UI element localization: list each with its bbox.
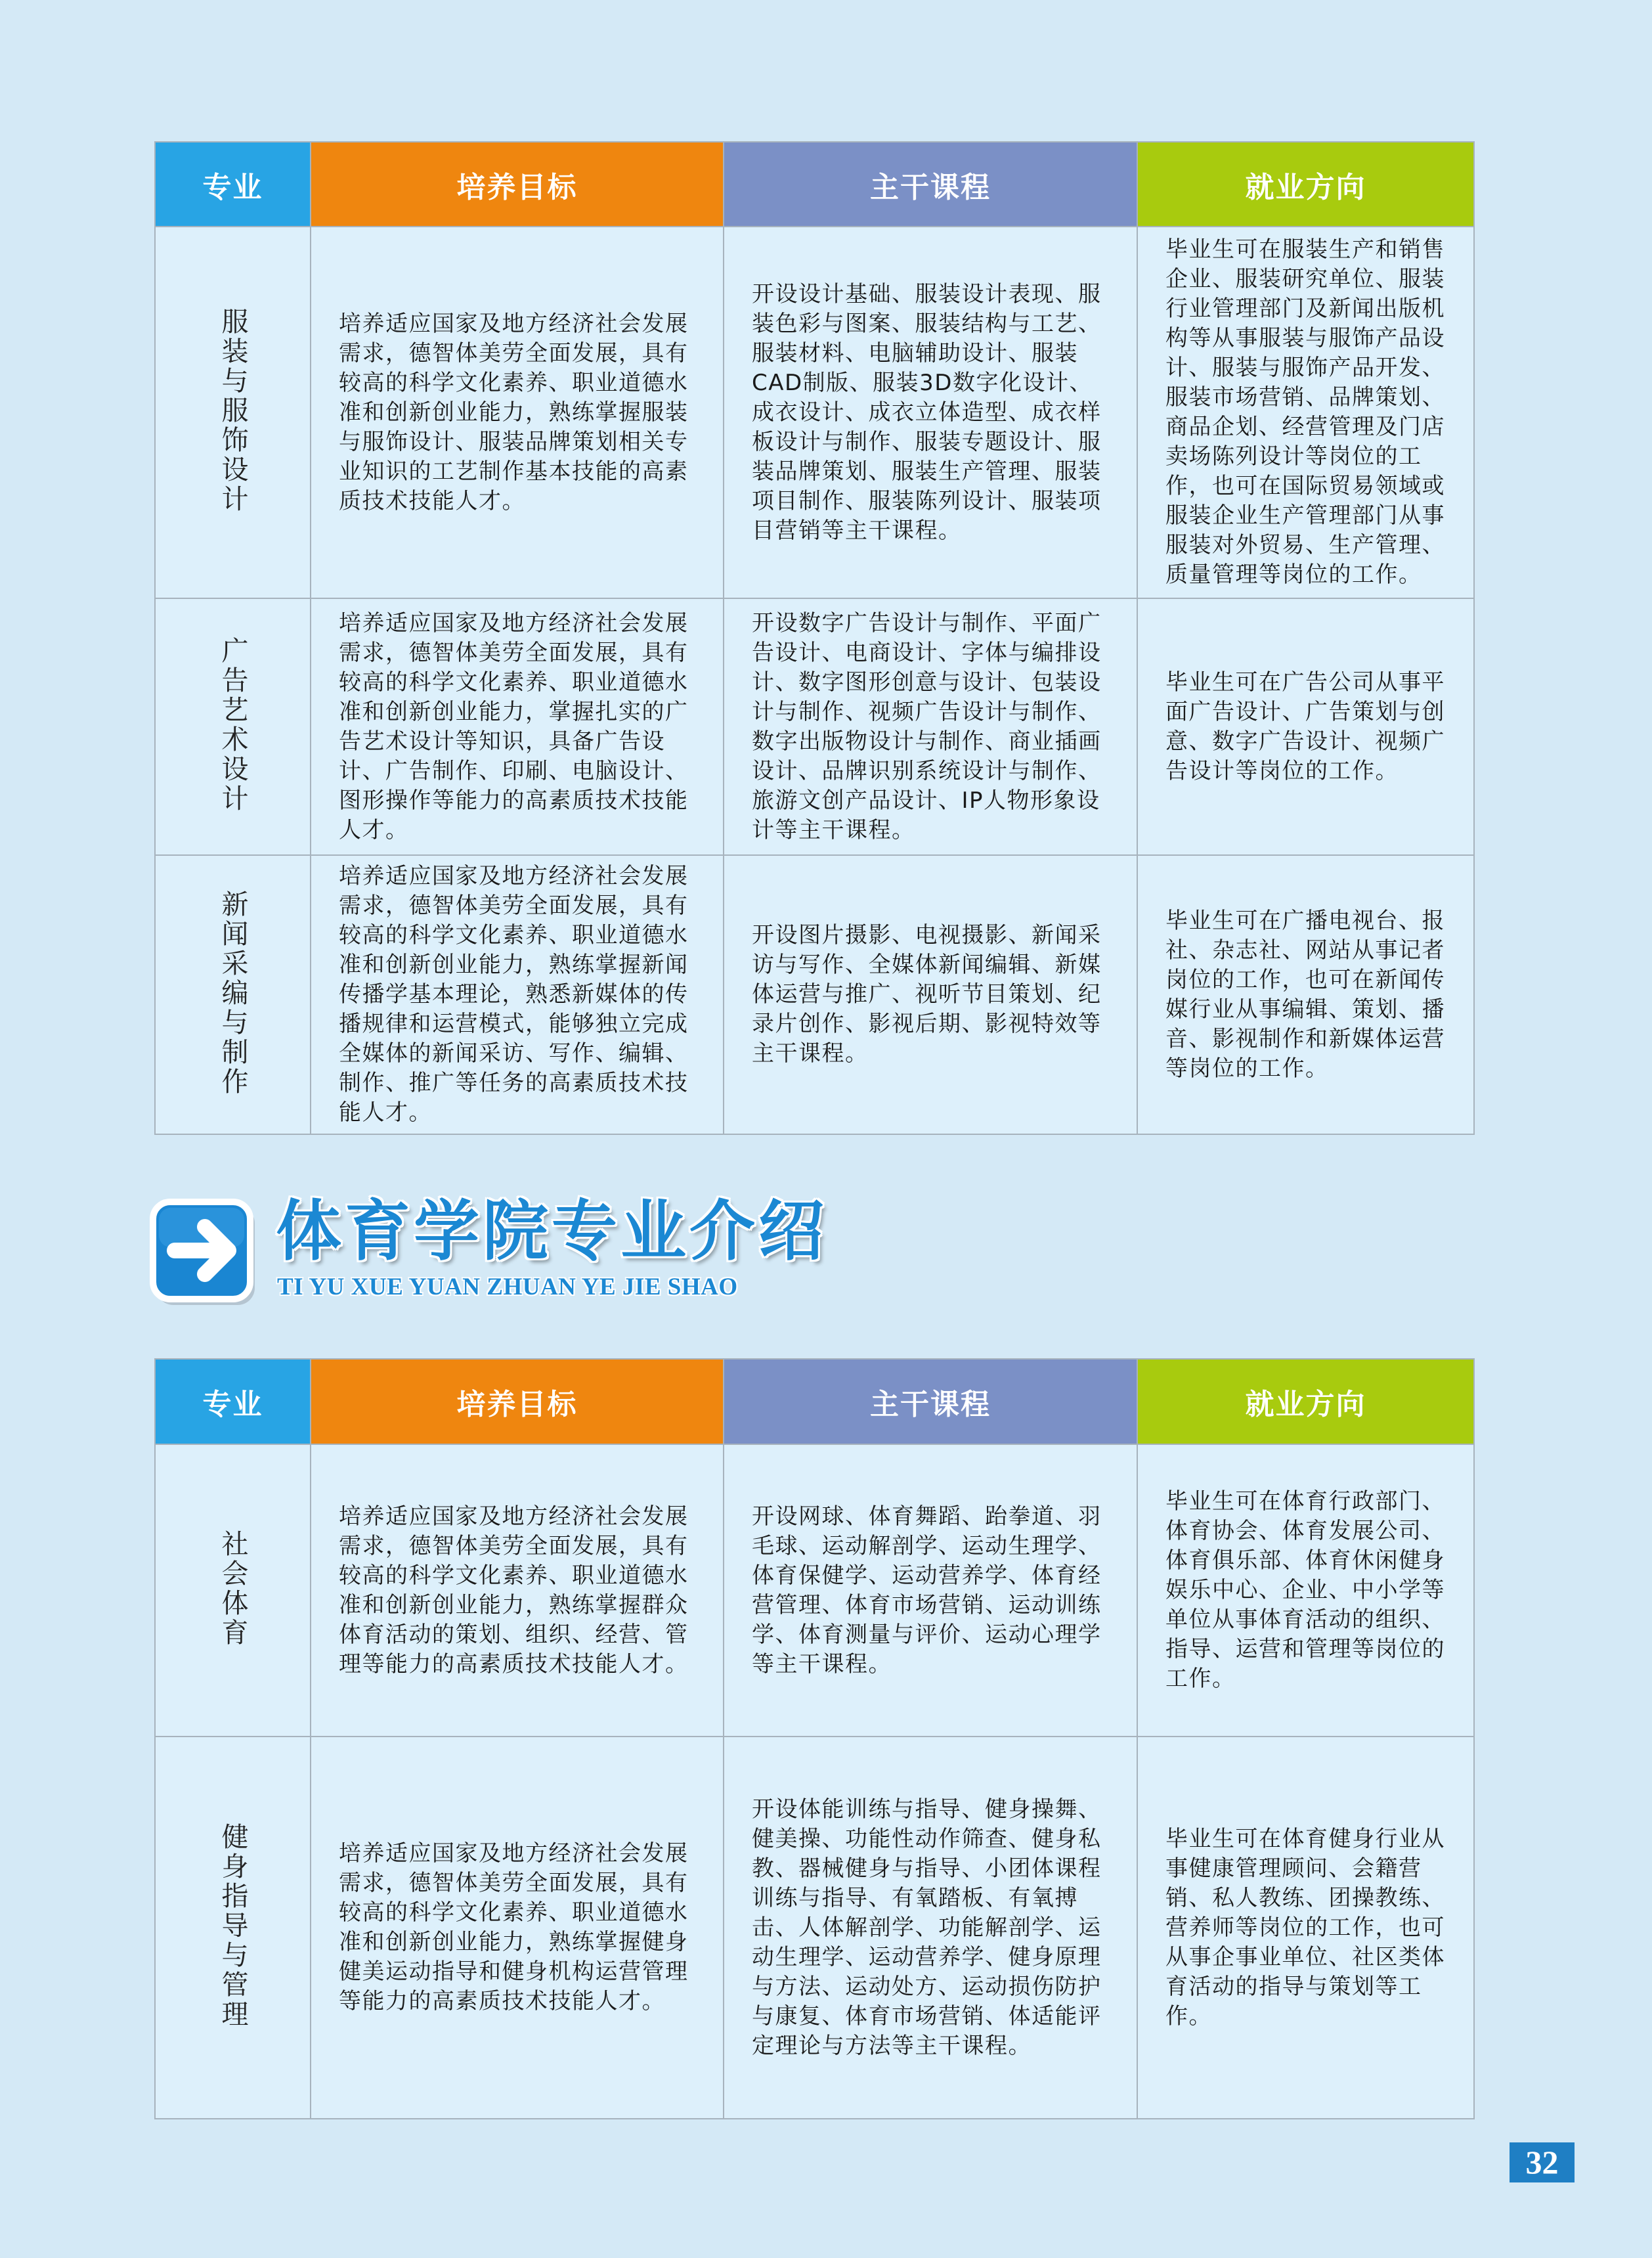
table-row	[155, 227, 1474, 598]
text-line: 质量管理等岗位的工作。	[1165, 562, 1422, 588]
text-line: 与康复、体育市场营销、体适能评	[752, 2003, 1102, 2029]
text-line: 育活动的指导与策划等工	[1165, 1973, 1422, 2000]
goal-text	[339, 862, 718, 1128]
text-line: 击、人体解剖学、功能解剖学、运	[752, 1914, 1102, 1941]
goal-cell	[311, 855, 724, 1134]
careers-text	[1165, 235, 1468, 590]
text-line: 毕业生可在广播电视台、报	[1165, 907, 1445, 934]
text-line: 体育活动的策划、组织、经营、管	[339, 1621, 689, 1648]
text-line: 较高的科学文化素养、职业道德水	[339, 669, 689, 696]
text-line: 准和创新创业能力，熟练掌握健身	[339, 1929, 689, 1955]
text-line: CAD制版、服装3D数字化设计、	[752, 369, 1093, 396]
text-line: 娱乐中心、企业、中小学等	[1165, 1577, 1445, 1603]
text-line: 设计、品牌识别系统设计与制作、	[752, 757, 1102, 784]
text-line: 能人才。	[339, 1099, 432, 1126]
goal-cell	[311, 598, 724, 855]
text-line: 计、广告制作、印刷、电脑设计、	[339, 757, 689, 784]
text-line: 制作、推广等任务的高素质技术技	[339, 1070, 689, 1096]
text-line: 等岗位的工作。	[1165, 1055, 1329, 1082]
text-line: 社、杂志社、网站从事记者	[1165, 937, 1445, 963]
courses-text	[752, 921, 1131, 1069]
text-line: 动生理学、运动营养学、健身原理	[752, 1943, 1102, 1970]
careers-text	[1165, 1487, 1468, 1694]
text-line: 与方法、运动处方、运动损伤防护	[752, 1973, 1102, 2000]
major-name: 健身指导与管理	[217, 1823, 249, 2029]
text-line: 传播学基本理论，熟悉新媒体的传	[339, 981, 689, 1007]
text-line: 计等主干课程。	[752, 816, 915, 843]
text-line: 体育协会、体育发展公司、	[1165, 1518, 1445, 1544]
text-line: 项目制作、服装陈列设计、服装项	[752, 487, 1102, 514]
text-line: 事健康管理顾问、会籍营	[1165, 1855, 1422, 1882]
careers-text	[1165, 906, 1468, 1084]
text-line: 准和创新创业能力，熟练掌握群众	[339, 1591, 689, 1618]
courses-cell	[724, 855, 1137, 1134]
goal-cell	[311, 1444, 724, 1737]
text-line: 开设图片摄影、电视摄影、新闻采	[752, 922, 1102, 948]
header-courses: 主干课程	[724, 1359, 1137, 1444]
careers-cell	[1137, 227, 1474, 598]
text-line: 数字出版物设计与制作、商业插画	[752, 728, 1102, 755]
text-line: 体运营与推广、视听节目策划、纪	[752, 981, 1102, 1007]
text-line: 装色彩与图案、服装结构与工艺、	[752, 310, 1102, 337]
text-line: 体育俱乐部、体育休闲健身	[1165, 1547, 1445, 1574]
text-line: 服装企业生产管理部门从事	[1165, 502, 1445, 529]
text-line: 毕业生可在服装生产和销售	[1165, 236, 1445, 263]
text-line: 告艺术设计等知识，具备广告设	[339, 728, 665, 755]
text-line: 需求，德智体美劳全面发展，具有	[339, 893, 689, 919]
text-line: 较高的科学文化素养、职业道德水	[339, 369, 689, 396]
text-line: 训练与指导、有氧踏板、有氧搏	[752, 1884, 1078, 1911]
table-row	[155, 1444, 1474, 1737]
careers-text	[1165, 668, 1468, 786]
text-line: 需求，德智体美劳全面发展，具有	[339, 340, 689, 366]
goal-text	[339, 1839, 718, 2016]
text-line: 目营销等主干课程。	[752, 517, 962, 544]
text-line: 构等从事服装与服饰产品设	[1165, 325, 1445, 351]
careers-cell	[1137, 1444, 1474, 1737]
text-line: 销、私人教练、团操教练、	[1165, 1884, 1445, 1911]
text-line: 图形操作等能力的高素质技术技能	[339, 787, 689, 814]
text-line: 学、体育测量与评价、运动心理学	[752, 1621, 1102, 1648]
table-row	[155, 1737, 1474, 2119]
text-line: 开设设计基础、服装设计表现、服	[752, 280, 1102, 307]
table-header-row	[155, 142, 1474, 227]
text-line: 培养适应国家及地方经济社会发展	[339, 1503, 689, 1530]
text-line: 从事企事业单位、社区类体	[1165, 1943, 1445, 1970]
text-line: 准和创新创业能力，熟练掌握服装	[339, 399, 689, 426]
text-line: 营养师等岗位的工作，也可	[1165, 1914, 1445, 1941]
text-line: 意、数字广告设计、视频广	[1165, 728, 1445, 755]
page-number: 32	[1510, 2142, 1575, 2182]
careers-cell	[1137, 855, 1474, 1134]
text-line: 面广告设计、广告策划与创	[1165, 698, 1445, 725]
text-line: 健美操、功能性动作筛查、健身私	[752, 1825, 1102, 1852]
text-line: 录片创作、影视后期、影视特效等	[752, 1011, 1102, 1037]
text-line: 定理论与方法等主干课程。	[752, 2032, 1032, 2059]
major-name: 服装与服饰设计	[217, 307, 249, 514]
courses-cell	[724, 1444, 1137, 1737]
text-line: 播规律和运营模式，能够独立完成	[339, 1011, 689, 1037]
goal-text	[339, 609, 718, 845]
text-line: 计、服装与服饰产品开发、	[1165, 355, 1445, 381]
major-cell	[155, 855, 311, 1134]
text-line: 等主干课程。	[752, 1650, 892, 1677]
text-line: 主干课程。	[752, 1040, 869, 1067]
careers-text	[1165, 1825, 1468, 2031]
text-line: 教、器械健身与指导、小团体课程	[752, 1855, 1102, 1882]
text-line: 告设计、电商设计、字体与编排设	[752, 639, 1102, 666]
text-line: 告设计等岗位的工作。	[1165, 757, 1399, 784]
header-major: 专业	[155, 1359, 311, 1444]
text-line: 等能力的高素质技术技能人才。	[339, 1988, 665, 2014]
text-line: 行业管理部门及新闻出版机	[1165, 296, 1445, 322]
header-goal: 培养目标	[311, 142, 724, 227]
text-line: 全媒体的新闻采访、写作、编辑、	[339, 1040, 689, 1067]
major-name: 广告艺术设计	[217, 636, 249, 814]
text-line: 服装材料、电脑辅助设计、服装	[752, 340, 1078, 366]
header-goal: 培养目标	[311, 1359, 724, 1444]
section-title: 体育学院专业介绍	[276, 1192, 827, 1270]
major-cell	[155, 598, 311, 855]
text-line: 开设网球、体育舞蹈、跆拳道、羽	[752, 1503, 1102, 1530]
text-line: 准和创新创业能力，掌握扎实的广	[339, 698, 689, 725]
text-line: 较高的科学文化素养、职业道德水	[339, 922, 689, 948]
majors-table-art	[154, 141, 1475, 1135]
major-cell	[155, 1444, 311, 1737]
text-line: 健美运动指导和健身机构运营管理	[339, 1959, 689, 1985]
text-line: 准和创新创业能力，熟练掌握新闻	[339, 952, 689, 978]
major-cell	[155, 1737, 311, 2119]
text-line: 理等能力的高素质技术技能人才。	[339, 1650, 689, 1677]
text-line: 工作。	[1165, 1666, 1236, 1692]
arrow-right-icon	[148, 1197, 259, 1308]
header-careers: 就业方向	[1137, 1359, 1474, 1444]
text-line: 装品牌策划、服装生产管理、服装	[752, 458, 1102, 485]
table-header-row	[155, 1359, 1474, 1444]
goal-text	[339, 309, 718, 516]
text-line: 企业、服装研究单位、服装	[1165, 266, 1445, 292]
text-line: 音、影视制作和新媒体运营	[1165, 1025, 1445, 1052]
header-major: 专业	[155, 142, 311, 227]
text-line: 岗位的工作，也可在新闻传	[1165, 966, 1445, 993]
text-line: 商品企划、经营管理及门店	[1165, 414, 1445, 440]
careers-cell	[1137, 598, 1474, 855]
text-line: 培养适应国家及地方经济社会发展	[339, 609, 689, 636]
goal-text	[339, 1502, 718, 1679]
courses-text	[752, 280, 1131, 546]
courses-cell	[724, 1737, 1137, 2119]
text-line: 作，也可在国际贸易领域或	[1165, 473, 1445, 499]
text-line: 计与制作、视频广告设计与制作、	[752, 698, 1102, 725]
text-line: 培养适应国家及地方经济社会发展	[339, 1840, 689, 1867]
text-line: 需求，德智体美劳全面发展，具有	[339, 639, 689, 666]
text-line: 计、数字图形创意与设计、包装设	[752, 669, 1102, 696]
goal-cell	[311, 227, 724, 598]
careers-cell	[1137, 1737, 1474, 2119]
text-line: 需求，德智体美劳全面发展，具有	[339, 1870, 689, 1896]
text-line: 开设数字广告设计与制作、平面广	[752, 609, 1102, 636]
goal-cell	[311, 1737, 724, 2119]
text-line: 服装市场营销、品牌策划、	[1165, 384, 1445, 410]
text-line: 营管理、体育市场营销、运动训练	[752, 1591, 1102, 1618]
header-careers: 就业方向	[1137, 142, 1474, 227]
majors-table-sports	[154, 1358, 1475, 2119]
text-line: 体育保健学、运动营养学、体育经	[752, 1562, 1102, 1589]
text-line: 服装对外贸易、生产管理、	[1165, 532, 1445, 558]
text-line: 质技术技能人才。	[339, 487, 525, 514]
text-line: 旅游文创产品设计、IP人物形象设	[752, 787, 1100, 814]
table-row	[155, 855, 1474, 1134]
text-line: 与服饰设计、服装品牌策划相关专	[339, 428, 689, 455]
text-line: 卖场陈列设计等岗位的工	[1165, 443, 1422, 470]
courses-text	[752, 609, 1131, 845]
text-line: 作。	[1165, 2003, 1212, 2029]
courses-cell	[724, 227, 1137, 598]
text-line: 访与写作、全媒体新闻编辑、新媒	[752, 952, 1102, 978]
text-line: 较高的科学文化素养、职业道德水	[339, 1562, 689, 1589]
text-line: 毕业生可在体育健身行业从	[1165, 1825, 1445, 1852]
courses-text	[752, 1795, 1131, 2061]
text-line: 需求，德智体美劳全面发展，具有	[339, 1532, 689, 1559]
text-line: 毛球、运动解剖学、运动生理学、	[752, 1532, 1102, 1559]
text-line: 业知识的工艺制作基本技能的高素	[339, 458, 689, 485]
text-line: 指导、运营和管理等岗位的	[1165, 1636, 1445, 1662]
text-line: 培养适应国家及地方经济社会发展	[339, 310, 689, 337]
header-courses: 主干课程	[724, 142, 1137, 227]
major-name: 新闻采编与制作	[217, 889, 249, 1097]
text-line: 媒行业从事编辑、策划、播	[1165, 996, 1445, 1023]
section-subtitle: TI YU XUE YUAN ZHUAN YE JIE SHAO	[277, 1273, 738, 1300]
major-cell	[155, 227, 311, 598]
courses-cell	[724, 598, 1137, 855]
major-name: 社会体育	[217, 1530, 249, 1648]
table-row	[155, 598, 1474, 855]
text-line: 人才。	[339, 816, 409, 843]
text-line: 开设体能训练与指导、健身操舞、	[752, 1796, 1102, 1823]
text-line: 毕业生可在体育行政部门、	[1165, 1488, 1445, 1515]
text-line: 培养适应国家及地方经济社会发展	[339, 863, 689, 889]
text-line: 单位从事体育活动的组织、	[1165, 1606, 1445, 1633]
text-line: 毕业生可在广告公司从事平	[1165, 669, 1445, 696]
text-line: 板设计与制作、服装专题设计、服	[752, 428, 1102, 455]
courses-text	[752, 1502, 1131, 1679]
text-line: 较高的科学文化素养、职业道德水	[339, 1899, 689, 1926]
text-line: 成衣设计、成衣立体造型、成衣样	[752, 399, 1102, 426]
